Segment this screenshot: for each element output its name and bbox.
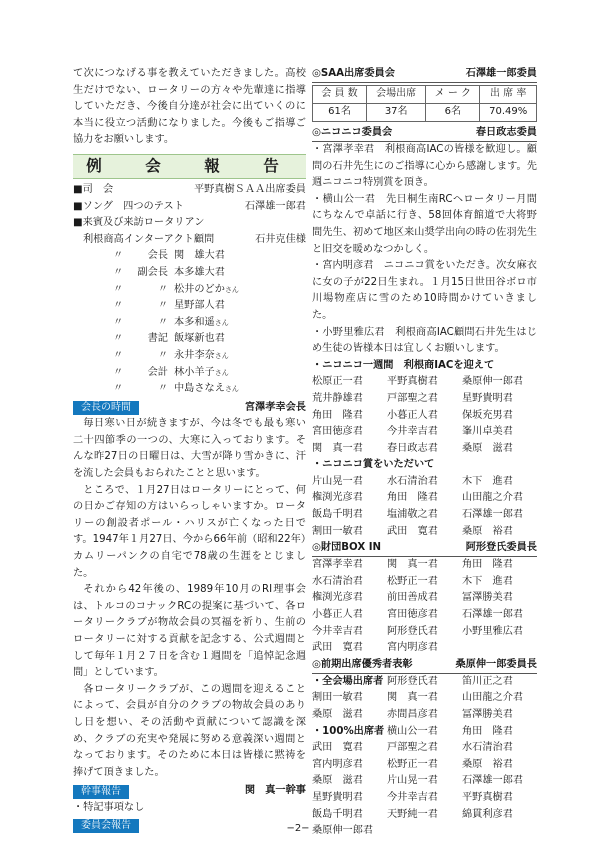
box-chair: 阿形登氏委員長 xyxy=(465,542,537,554)
member-ditto: 〃 xyxy=(113,366,124,378)
shikai-row xyxy=(73,182,306,199)
list-label: ・全会場出席者 xyxy=(312,675,384,687)
name-row xyxy=(312,807,537,824)
name-row xyxy=(312,724,537,741)
president-tag: 会長の時間 xyxy=(73,401,139,415)
full-attendance-list xyxy=(312,674,537,724)
person-name: 横山公一君 xyxy=(387,725,438,737)
person-name: 片山晃一君 xyxy=(312,475,363,487)
niko-paragraph: ・横山公一君 先日桐生南RCヘロータリー月間にちなんで卓話に行き、58回体育館道で大将野間先生、初めて地区来山奨学出向の時の佐羽先生と旧交を暖めなつかしく。 xyxy=(312,193,537,255)
niko-chair: 春日政志委員 xyxy=(475,127,537,138)
guests-advisor: 石井克佳様 xyxy=(255,233,306,245)
person-name: 桑原 裕君 xyxy=(462,525,513,537)
member-list xyxy=(73,248,306,397)
kanji-text: ・特記事項なし xyxy=(73,801,145,813)
member-row xyxy=(73,348,306,365)
name-row xyxy=(312,441,537,458)
member-ditto: 〃 xyxy=(113,349,124,361)
guests-advisor-row xyxy=(73,232,306,249)
person-name: 笛川正之君 xyxy=(462,675,513,687)
niko-award-list xyxy=(312,474,537,540)
person-name: 角田 隆君 xyxy=(387,492,438,504)
person-name: 石澤雄一郎君 xyxy=(462,609,524,621)
member-ditto: 〃 xyxy=(113,383,124,395)
person-name: 小暮正人君 xyxy=(312,609,363,621)
member-name: 本多雄大君 xyxy=(174,266,225,278)
box-list xyxy=(312,557,537,657)
member-name: 飯塚新也君 xyxy=(174,333,225,345)
person-name: 武田 寛君 xyxy=(312,742,363,754)
member-role: 副会長 xyxy=(137,266,168,278)
intro-text: て次につなげる事を教えていただきました。高校生だけでない、ロータリーの方々や先輩達に指導していただき、今後自分達が社会に出ていくのに本当に役立つ活動になりました。今後もご指導ご協力をお願いします。 xyxy=(73,68,306,146)
member-suffix: さん xyxy=(224,285,239,294)
person-name: 桑原伸一郎君 xyxy=(462,376,524,388)
name-row xyxy=(312,408,537,425)
member-role: 〃 xyxy=(157,316,168,328)
person-name: 星野貴明君 xyxy=(312,791,363,803)
name-row xyxy=(312,790,537,807)
niko-paragraph: ・宮内明彦君 ニコニコ賞をいただき。次女麻衣に女の子が22日生まれ。１月15日世田谷ボロ市川場物産店に雪のため10時間かけていきました。 xyxy=(312,260,537,321)
person-name: 今井幸吉君 xyxy=(312,625,363,637)
person-name: 桑原 滋君 xyxy=(312,775,363,787)
prev-header xyxy=(312,657,537,674)
president-paragraph: それから42年後の、1989年10月のRI理事会は、トルコのコナックRCの提案に基づいて、各ロータリークラブが物故会員の冥福を祈り、生前のロータリーに対する貢献を記念する、公式週間として毎年１月２７日を含む１週間を「追悼記念週間」としています。 xyxy=(73,584,306,679)
person-name: 飯島千明君 xyxy=(312,509,363,521)
person-name: 武田 寛君 xyxy=(312,642,363,654)
reikai-heading: 例 会 報 告 xyxy=(73,154,306,179)
person-name: 小暮正人君 xyxy=(387,409,438,421)
att-value: 6名 xyxy=(426,104,480,122)
person-name: 保坂充男君 xyxy=(462,409,513,421)
right-column xyxy=(312,66,537,840)
member-ditto: 〃 xyxy=(113,300,124,312)
person-name: 小野里雅広君 xyxy=(462,625,524,637)
person-name: 阿形登氏君 xyxy=(387,675,438,687)
person-name: 平野真樹君 xyxy=(387,376,438,388)
niko-week-list xyxy=(312,374,537,457)
person-name: 今井幸吉君 xyxy=(387,791,438,803)
name-row xyxy=(312,474,537,491)
person-name: 天野純一君 xyxy=(387,808,438,820)
name-row xyxy=(312,707,537,724)
saa-chair: 石澤雄一郎委員 xyxy=(465,68,537,79)
member-name: 松井のどか xyxy=(174,283,225,295)
person-name: 割田一敏君 xyxy=(312,692,363,704)
member-name: 関 雄大君 xyxy=(174,250,225,262)
member-row xyxy=(73,315,306,332)
member-name: 永井李奈 xyxy=(174,349,215,361)
name-row xyxy=(312,590,537,607)
prev-chair: 桑原伸一郎委員長 xyxy=(455,658,537,670)
name-row xyxy=(312,674,537,691)
person-name: 関 真一君 xyxy=(312,442,363,454)
person-name: 春日政志君 xyxy=(387,442,438,454)
niko-paragraph: ・小野里雅広君 利根商高IAC顧問石井先生はじめ生徒の皆様本日は宜しくお願いします。 xyxy=(312,326,537,355)
person-name: 飯島千明君 xyxy=(312,808,363,820)
name-row xyxy=(312,507,537,524)
saa-header xyxy=(312,66,537,83)
person-name: 山田龍之介君 xyxy=(462,492,524,504)
name-row xyxy=(312,607,537,624)
president-paragraph: 毎日寒い日が続きますが、今は冬でも最も寒い二十四節季の一つの、大寒に入っております。そんな昨27日の日曜日は、大雪が降り雪かきに、汗を流した会員もおられたことと思います。 xyxy=(73,418,306,480)
name-row xyxy=(312,757,537,774)
person-name: 桑原 滋君 xyxy=(312,709,363,720)
member-role: 書記 xyxy=(147,333,168,345)
name-row xyxy=(312,574,537,591)
name-row xyxy=(312,740,537,757)
person-name: 戸部聖之君 xyxy=(387,742,438,754)
person-name: 権渕光彦君 xyxy=(312,492,363,504)
guests-org: 利根商高インターアクト顧問 xyxy=(83,233,215,245)
person-name: 阿形登氏君 xyxy=(387,625,438,637)
name-row xyxy=(312,524,537,541)
president-paragraph: ところで、１月27日はロータリーにとって、何の日かご存知の方はいらっしゃいますか。ロータリーの創設者ポール・ハリスが亡くなった日です。1947年１月27日、今から66年前（昭和22年）カムリーパンクの自宅で78歳の生涯をとじました。 xyxy=(73,484,306,579)
person-name: 桑原伸一郎君 xyxy=(312,825,374,837)
person-name: 今井幸吉君 xyxy=(387,426,438,438)
member-name: 中島さなえ xyxy=(174,383,225,395)
niko-award-title: ・ニコニコ賞をいただいて xyxy=(312,459,435,471)
person-name: 桑原 裕君 xyxy=(462,758,513,770)
member-suffix: さん xyxy=(214,351,229,360)
person-name: 宮内明彦君 xyxy=(387,642,438,654)
left-column xyxy=(73,66,306,833)
att-value: 37名 xyxy=(367,104,426,122)
name-row xyxy=(312,773,537,790)
person-name: 綿貫利彦君 xyxy=(462,808,513,820)
person-name: 平野真樹君 xyxy=(462,791,513,803)
member-name: 星野部人君 xyxy=(174,300,225,312)
person-name: 山田龍之介君 xyxy=(462,692,524,704)
att-header: メ ー ク xyxy=(426,86,480,104)
person-name: 宮内明彦君 xyxy=(312,758,363,770)
person-name: 松野正一君 xyxy=(387,575,438,587)
member-ditto: 〃 xyxy=(113,333,124,345)
member-suffix: さん xyxy=(224,385,239,394)
box-title: ◎財団BOX IN xyxy=(312,542,382,554)
niko-week-title: ・ニコニコ一週間 利根商IACを迎えて xyxy=(312,359,495,371)
saa-title: ◎SAA出席委員会 xyxy=(312,68,395,79)
kanji-tag: 幹事報告 xyxy=(73,785,129,799)
box-header xyxy=(312,540,537,557)
member-ditto: 〃 xyxy=(113,250,124,262)
member-name: 林小羊子 xyxy=(174,366,215,378)
member-row xyxy=(73,265,306,282)
person-name: 荒井静雄君 xyxy=(312,392,363,404)
kanji-header xyxy=(73,783,306,800)
person-name: 冨澤勝美君 xyxy=(462,592,513,604)
person-name: 割田一敏君 xyxy=(312,525,363,537)
name-row xyxy=(312,374,537,391)
person-name: 関 真一君 xyxy=(387,692,438,704)
person-name: 峯川卓美君 xyxy=(462,426,513,438)
shikai-value: 平野真樹ＳＡＡ出席委員 xyxy=(193,183,306,195)
list-label: ・100%出席者 xyxy=(312,725,385,737)
member-suffix: さん xyxy=(214,318,229,327)
name-row xyxy=(312,490,537,507)
song-value: 石澤雄一郎君 xyxy=(244,200,306,212)
song-label: ■ソング 四つのテスト xyxy=(73,200,184,212)
president-header xyxy=(73,400,306,417)
person-name: 水石清治君 xyxy=(387,475,438,487)
member-suffix: さん xyxy=(214,368,229,377)
person-name: 星野貴明君 xyxy=(462,392,513,404)
person-name: 木下 進君 xyxy=(462,475,513,487)
prev-title: ◎前期出席優秀者表彰 xyxy=(312,658,413,670)
name-row xyxy=(312,640,537,657)
person-name: 戸部聖之君 xyxy=(387,392,438,404)
name-row xyxy=(312,624,537,641)
member-ditto: 〃 xyxy=(113,316,124,328)
name-row xyxy=(312,424,537,441)
person-name: 松原正一君 xyxy=(312,376,363,388)
att-header: 会場出席 xyxy=(367,86,426,104)
member-role: 〃 xyxy=(157,383,168,395)
att-header: 出 席 率 xyxy=(480,86,537,104)
kanji-name: 関 真一幹事 xyxy=(244,785,306,797)
page-number: −2− xyxy=(286,823,310,834)
att-value: 70.49% xyxy=(480,104,537,122)
person-name: 松野正一君 xyxy=(387,758,438,770)
niko-paragraph: ・宮澤孝幸君 利根商高IACの皆様を歓迎し。顧問の石井先生にのご指導に心から感謝します。先週ニコニコ特別賞を頂き。 xyxy=(312,144,537,189)
member-row xyxy=(73,282,306,299)
person-name: 角田 隆君 xyxy=(462,559,513,571)
person-name: 宮田徳彦君 xyxy=(312,426,363,438)
member-row xyxy=(73,298,306,315)
person-name: 赤間昌彦君 xyxy=(387,709,438,720)
attendance-table xyxy=(312,85,537,122)
person-name: 角田 隆君 xyxy=(312,409,363,421)
member-role: 〃 xyxy=(157,349,168,361)
person-name: 冨澤勝美君 xyxy=(462,709,513,720)
person-name: 角田 隆君 xyxy=(462,725,513,737)
person-name: 宮田徳彦君 xyxy=(387,609,438,621)
att-value: 61名 xyxy=(313,104,367,122)
member-ditto: 〃 xyxy=(113,283,124,295)
niko-header xyxy=(312,125,537,142)
niko-title: ◎ニコニコ委員会 xyxy=(312,127,393,138)
name-row xyxy=(312,690,537,707)
person-name: 前田善成君 xyxy=(387,592,438,604)
member-role: 〃 xyxy=(157,300,168,312)
person-name: 桑原 滋君 xyxy=(462,442,513,454)
person-name: 石澤雄一郎君 xyxy=(462,509,524,521)
shikai-label: ■司 会 xyxy=(73,183,114,195)
president-name: 宮澤孝幸会長 xyxy=(244,401,306,413)
person-name: 関 真一君 xyxy=(387,559,438,571)
member-row xyxy=(73,248,306,265)
person-name: 塩浦敬之君 xyxy=(387,509,438,521)
person-name: 水石清治君 xyxy=(312,575,363,587)
person-name: 権渕光彦君 xyxy=(312,592,363,604)
member-ditto: 〃 xyxy=(113,266,124,278)
iinkai-tag: 委員会報告 xyxy=(73,819,139,833)
member-row xyxy=(73,365,306,382)
member-name: 本多和遥 xyxy=(174,316,215,328)
person-name: 木下 進君 xyxy=(462,575,513,587)
person-name xyxy=(462,640,537,657)
member-role: 会計 xyxy=(147,366,168,378)
guests-label: ■来賓及び来訪ロータリアン xyxy=(73,217,205,229)
member-role: 〃 xyxy=(157,283,168,295)
member-row xyxy=(73,331,306,348)
person-name: 石澤雄一郎君 xyxy=(462,775,524,787)
member-row xyxy=(73,381,306,398)
president-paragraph: 各ロータリークラブが、この週間を迎えることによって、会員が自分のクラブの物故会員のありし日を想い、その活動や貢献について認識を深め、クラブの充実や発展に努める意義深い週間となっております。そのために本日は皆様に黙祷を捧げて頂きました。 xyxy=(73,683,306,778)
song-row xyxy=(73,199,306,216)
name-row xyxy=(312,391,537,408)
att-header: 会 員 数 xyxy=(313,86,367,104)
person-name: 片山晃一君 xyxy=(387,775,438,787)
person-name: 宮澤孝幸君 xyxy=(312,559,363,571)
person-name: 武田 寛君 xyxy=(387,525,438,537)
person-name: 水石清治君 xyxy=(462,742,513,754)
member-role: 会長 xyxy=(147,250,168,262)
name-row xyxy=(312,557,537,574)
